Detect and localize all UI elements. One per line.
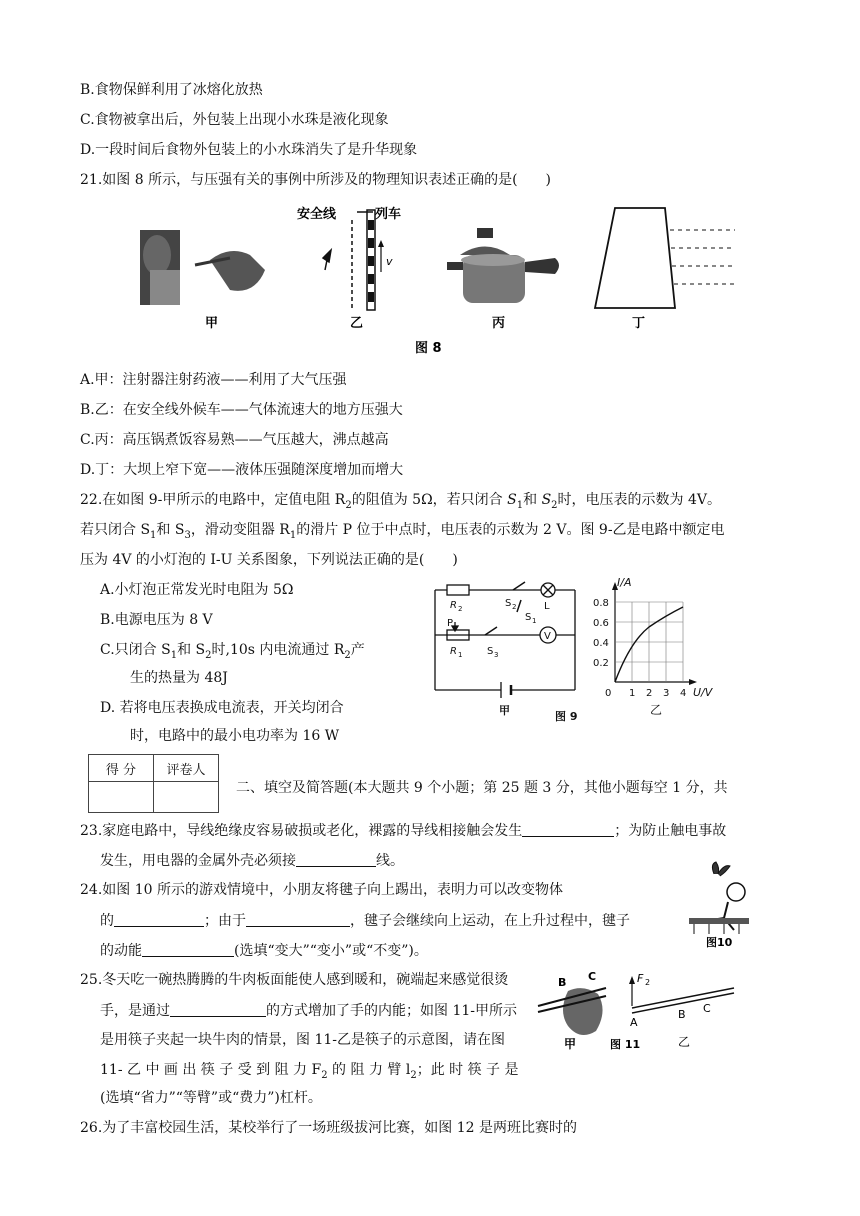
- figure-11-jia-chopsticks: [538, 970, 606, 1051]
- q21-option-a: A.甲：注射器注射药液——利用了大气压强: [80, 372, 347, 388]
- label-l: L: [544, 601, 550, 612]
- figure-10: [684, 860, 764, 948]
- q21-stem: 21.如图 8 所示，与压强有关的事例中所涉及的物理知识表述正确的是( ): [80, 172, 551, 188]
- figure-11-yi-diagram: [610, 972, 734, 1051]
- svg-text:2: 2: [512, 603, 517, 611]
- q22-option-c-line1: C.只闭合 $S_1$和 $S_2$时,10s 内电流通过 $R_2$产: [100, 642, 365, 661]
- score-header: 得 分: [89, 755, 154, 782]
- figure-8: [135, 200, 745, 360]
- q22-option-b: B.电源电压为 8 V: [100, 612, 213, 628]
- q23-blank-1[interactable]: [522, 820, 614, 837]
- q26-line1: 26.为了丰富校园生活，某校举行了一场班级拔河比赛，如图 12 是两班比赛时的: [80, 1120, 577, 1136]
- figure-9-iu-graph: [555, 576, 714, 723]
- figure-9: [425, 572, 735, 732]
- q25-line4: 11- 乙 中 画 出 筷 子 受 到 阻 力 $F_2$ 的 阻 力 臂 $l_2$；此 时 筷 子 是: [100, 1062, 519, 1081]
- xtick-2: 2: [646, 688, 653, 699]
- figure-8-label-bing: 丙: [492, 316, 506, 331]
- grader-header: 评卷人: [154, 755, 219, 782]
- label-p: P: [447, 618, 454, 629]
- q22-option-a: A.小灯泡正常发光时电阻为 5Ω: [100, 582, 294, 598]
- q20-option-d: D.一段时间后食物外包装上的小水珠消失了是升华现象: [80, 142, 418, 158]
- figure-8-ding-dam: [595, 208, 735, 308]
- figure-11: [528, 966, 748, 1054]
- q20-option-b: B.食物保鲜利用了冰熔化放热: [80, 82, 263, 98]
- q24-blank-2[interactable]: [246, 910, 350, 927]
- label-r1: R: [450, 646, 457, 657]
- figure-9-caption: 图 9: [555, 710, 578, 723]
- q25-line5: (选填“省力”“等臂”或“费力”)杠杆。: [100, 1090, 322, 1106]
- q22-stem-line3: 压为 4V 的小灯泡的 I-U 关系图象，下列说法正确的是( ): [80, 552, 458, 568]
- figure-9-label-yi: 乙: [650, 703, 663, 717]
- velocity-label: v: [386, 255, 393, 268]
- q22-stem-line2: 若只闭合 $S_1$和 $S_3$，滑动变阻器 $R_1$的滑片 P 位于中点时，电压表的示数为 2 V。图 9-乙是电路中额定电: [80, 522, 725, 541]
- q23-line2: 发生，用电器的金属外壳必须接 线。: [100, 850, 404, 871]
- q24-line2: 的 ；由于 ，毽子会继续向上运动，在上升过程中，毽子: [100, 910, 630, 931]
- q21-option-d: D.丁：大坝上窄下宽——液体压强随深度增加而增大: [80, 462, 404, 478]
- svg-text:2: 2: [458, 605, 463, 613]
- xtick-4: 4: [680, 688, 687, 699]
- score-cell[interactable]: [89, 782, 154, 813]
- label-s1: S: [525, 612, 532, 623]
- q22-option-d-line2: 时，电路中的最小电功率为 16 W: [130, 728, 340, 744]
- figure-11-label-jia: 甲: [564, 1037, 577, 1051]
- label-r2: R: [450, 600, 457, 611]
- label-s2: S: [505, 598, 512, 609]
- q25-line1: 25.冬天吃一碗热腾腾的牛肉板面能使人感到暖和，碗端起来感觉很烫: [80, 972, 509, 988]
- q22-stem-line1: 22.在如图 9-甲所示的电路中，定值电阻 $R_2$的阻值为 5Ω，若只闭合 $S_1$和 $S_2$时，电压表的示数为 4V。: [80, 492, 721, 511]
- q24-blank-3[interactable]: [142, 940, 234, 957]
- figure-8-jia-injection: [140, 230, 265, 305]
- figure-8-label-yi: 乙: [350, 316, 364, 331]
- label-s3: S: [487, 646, 494, 657]
- svg-text:1: 1: [532, 617, 537, 625]
- train-label: 列车: [375, 207, 402, 222]
- svg-text:1: 1: [458, 651, 463, 659]
- q24-line3: 的动能 (选填“变大”“变小”或“不变”)。: [100, 940, 428, 961]
- grader-cell[interactable]: [154, 782, 219, 813]
- q24-line1: 24.如图 10 所示的游戏情境中，小朋友将毽子向上踢出，表明力可以改变物体: [80, 882, 563, 898]
- figure-10-caption: 图10: [706, 936, 733, 948]
- fig11-label-a: A: [630, 1016, 638, 1029]
- fig11-label-c: C: [588, 970, 597, 983]
- figure-8-yi-train: [297, 206, 401, 310]
- figure-11-label-yi: 乙: [678, 1035, 691, 1049]
- label-v: V: [544, 631, 551, 642]
- q25-line3: 是用筷子夹起一块牛肉的情景，图 11-乙是筷子的示意图，请在图: [100, 1032, 505, 1048]
- q25-blank-1[interactable]: [170, 1000, 266, 1017]
- xtick-0: 0: [605, 688, 612, 699]
- q22-option-c-line2: 生的热量为 48J: [130, 670, 228, 686]
- graph-xlabel: U/V: [693, 686, 713, 699]
- q23-blank-2[interactable]: [296, 850, 376, 867]
- q22-option-d-line1: D. 若将电压表换成电流表，开关均闭合: [100, 700, 344, 716]
- figure-8-caption: 图 8: [415, 341, 442, 356]
- graph-ylabel: I/A: [617, 576, 632, 589]
- svg-text:2: 2: [645, 978, 651, 987]
- q21-option-c: C.丙：高压锅煮饭容易熟——气压越大，沸点越高: [80, 432, 389, 448]
- figure-8-label-jia: 甲: [205, 316, 219, 331]
- q24-blank-1[interactable]: [114, 910, 204, 927]
- section-2-heading: 二、填空及简答题(本大题共 9 个小题；第 25 题 3 分，其他小题每空 1 分，共: [236, 780, 728, 796]
- xtick-3: 3: [663, 688, 670, 699]
- ytick-0.2: 0.2: [593, 658, 609, 669]
- xtick-1: 1: [629, 688, 636, 699]
- svg-text:3: 3: [494, 651, 499, 659]
- ytick-0.6: 0.6: [593, 618, 609, 629]
- q23-line1: 23.家庭电路中，导线绝缘皮容易破损或老化，裸露的导线相接触会发生 ；为防止触电事故: [80, 820, 726, 841]
- figure-11-caption: 图 11: [610, 1038, 641, 1051]
- figure-9-label-jia: 甲: [499, 704, 510, 717]
- q25-line2: 手，是通过 的方式增加了手的内能；如图 11-甲所示: [100, 1000, 517, 1021]
- q20-option-c: C.食物被拿出后，外包装上出现小水珠是液化现象: [80, 112, 389, 128]
- ytick-0.8: 0.8: [593, 598, 609, 609]
- q21-option-b: B.乙：在安全线外候车——气体流速大的地方压强大: [80, 402, 403, 418]
- fig11-label-b2: B: [678, 1008, 686, 1021]
- fig11-label-f2: F: [637, 972, 644, 985]
- fig11-label-b: B: [558, 976, 567, 989]
- fig11-label-c2: C: [703, 1002, 711, 1015]
- figure-8-label-ding: 丁: [632, 316, 646, 331]
- figure-8-bing-pressure-cooker: [447, 228, 559, 303]
- score-table: [88, 754, 219, 813]
- safety-line-label: 安全线: [297, 207, 337, 222]
- ytick-0.4: 0.4: [593, 638, 609, 649]
